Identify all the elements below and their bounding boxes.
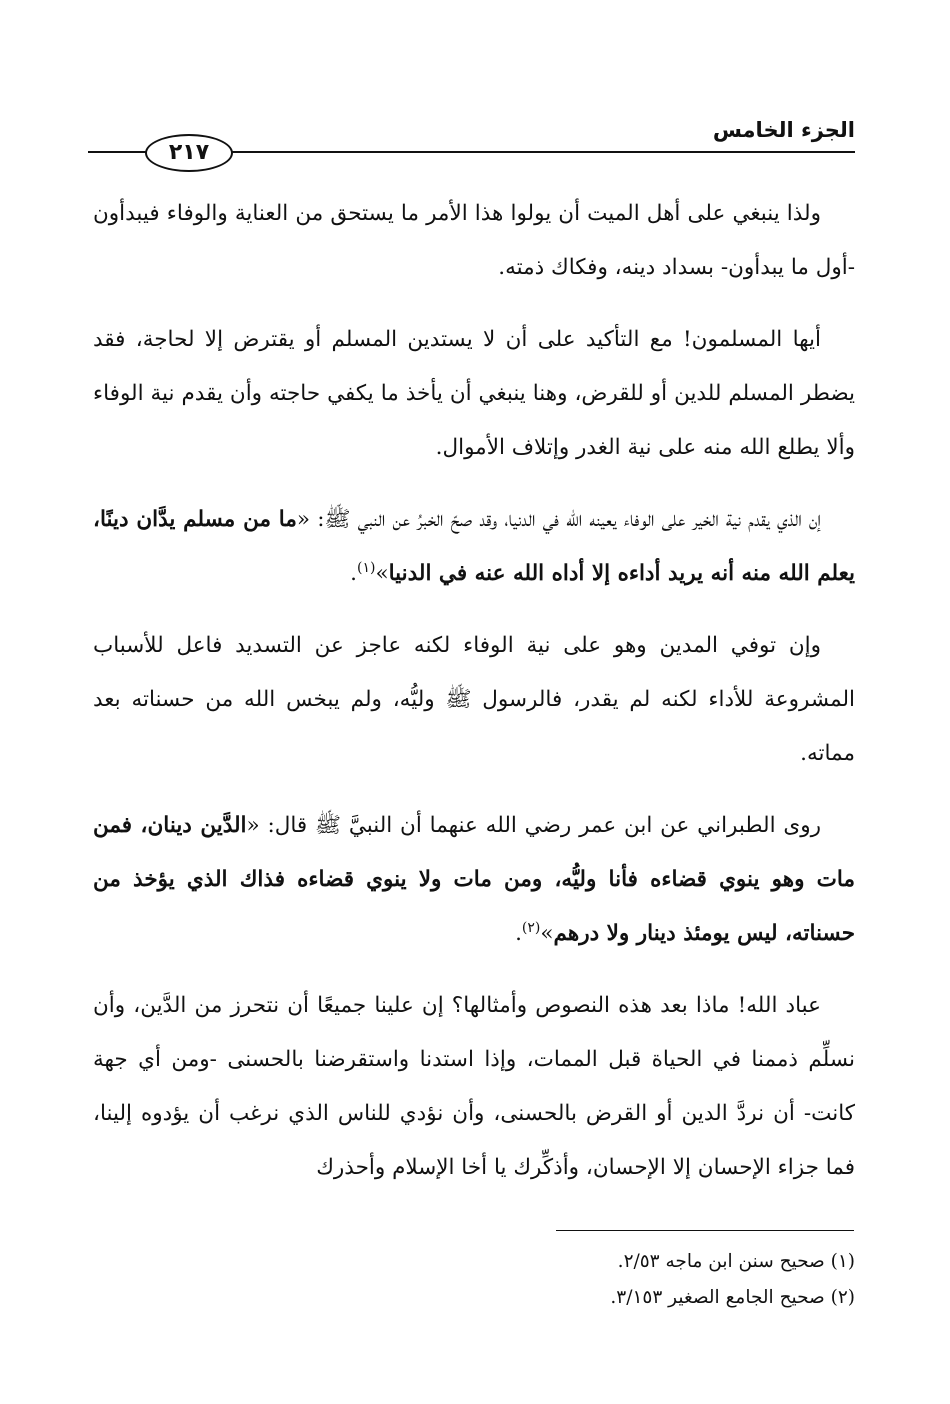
paragraph	[93, 799, 855, 961]
footnote-rule	[556, 1230, 854, 1231]
text-run: »	[540, 921, 554, 946]
hadith-quote: الدَّين دينان، فمن مات وهو ينوي قضاءه فأنا وليُّه، ومن مات ولا ينوي قضاءه فذاك الذي يؤخذ من حسناته، ليس يومئذ دينار ولا درهم	[93, 813, 855, 946]
text-run: »	[375, 561, 389, 586]
paragraph	[93, 979, 855, 1195]
paragraph	[93, 493, 855, 601]
text-run: إن الذي يقدم نية الخير على الوفاء يعينه الله في الدنيا، وقد صحّ الخبرُ عن النبي ﷺ: «	[296, 507, 821, 532]
text-run: .	[350, 561, 357, 586]
footnotes	[93, 1244, 855, 1316]
hadith-quote: ما من مسلم يدَّان دينًا، يعلم الله منه أنه يريد أداءه إلا أداه الله عنه في الدنيا	[93, 507, 855, 586]
text-run: .	[515, 921, 522, 946]
text-run: روى الطبراني عن ابن عمر رضي الله عنهما أن النبيَّ ﷺ قال: «	[246, 813, 821, 838]
footnote-reference: (٢)	[521, 919, 541, 936]
footnote-reference: (١)	[356, 559, 376, 576]
paragraph	[93, 187, 855, 295]
paragraph	[93, 313, 855, 475]
footnote: (٢) صحيح الجامع الصغير ٣/١٥٣.	[610, 1287, 855, 1308]
text-run: عباد الله! ماذا بعد هذه النصوص وأمثالها؟ إن علينا جميعًا أن نتحرز من الدَّين، وأن نسلِّم ذممنا في الحياة قبل الممات، وإذا استدنا واستقرضنا بالحسنى -ومن أي جهة كانت- أن نردَّ الدين أو القرض بالحسنى، وأن نؤدي للناس الذي نرغب أن يؤدوه إلينا، فما جزاء الإحسان إلا الإحسان، وأذكِّرك يا أخا الإسلام وأحذرك	[93, 993, 855, 1180]
paragraph	[93, 619, 855, 781]
footnote: (١) صحيح سنن ابن ماجه ٢/٥٣.	[617, 1251, 855, 1272]
page-number: ٢١٧	[145, 134, 233, 172]
text-run: أيها المسلمون! مع التأكيد على أن لا يستدين المسلم أو يقترض إلا لحاجة، فقد يضطر المسلم للدين أو للقرض، وهنا ينبغي أن يأخذ ما يكفي حاجته وأن يقدم نية الوفاء وألا يطلع الله منه على نية الغدر وإتلاف الأموال.	[93, 327, 855, 460]
text-run: وإن توفي المدين وهو على نية الوفاء لكنه عاجز عن التسديد فاعل للأسباب المشروعة للأداء لكنه لم يقدر، فالرسول ﷺ وليُّه، ولم يبخس الله من حسناته بعد مماته.	[93, 633, 855, 766]
body-text	[93, 187, 855, 1213]
text-run: ولذا ينبغي على أهل الميت أن يولوا هذا الأمر ما يستحق من العناية والوفاء فيبدأون -أول ما يبدأون- بسداد دينه، وفكاك ذمته.	[93, 201, 855, 280]
running-header: الجزء الخامس	[712, 118, 855, 142]
